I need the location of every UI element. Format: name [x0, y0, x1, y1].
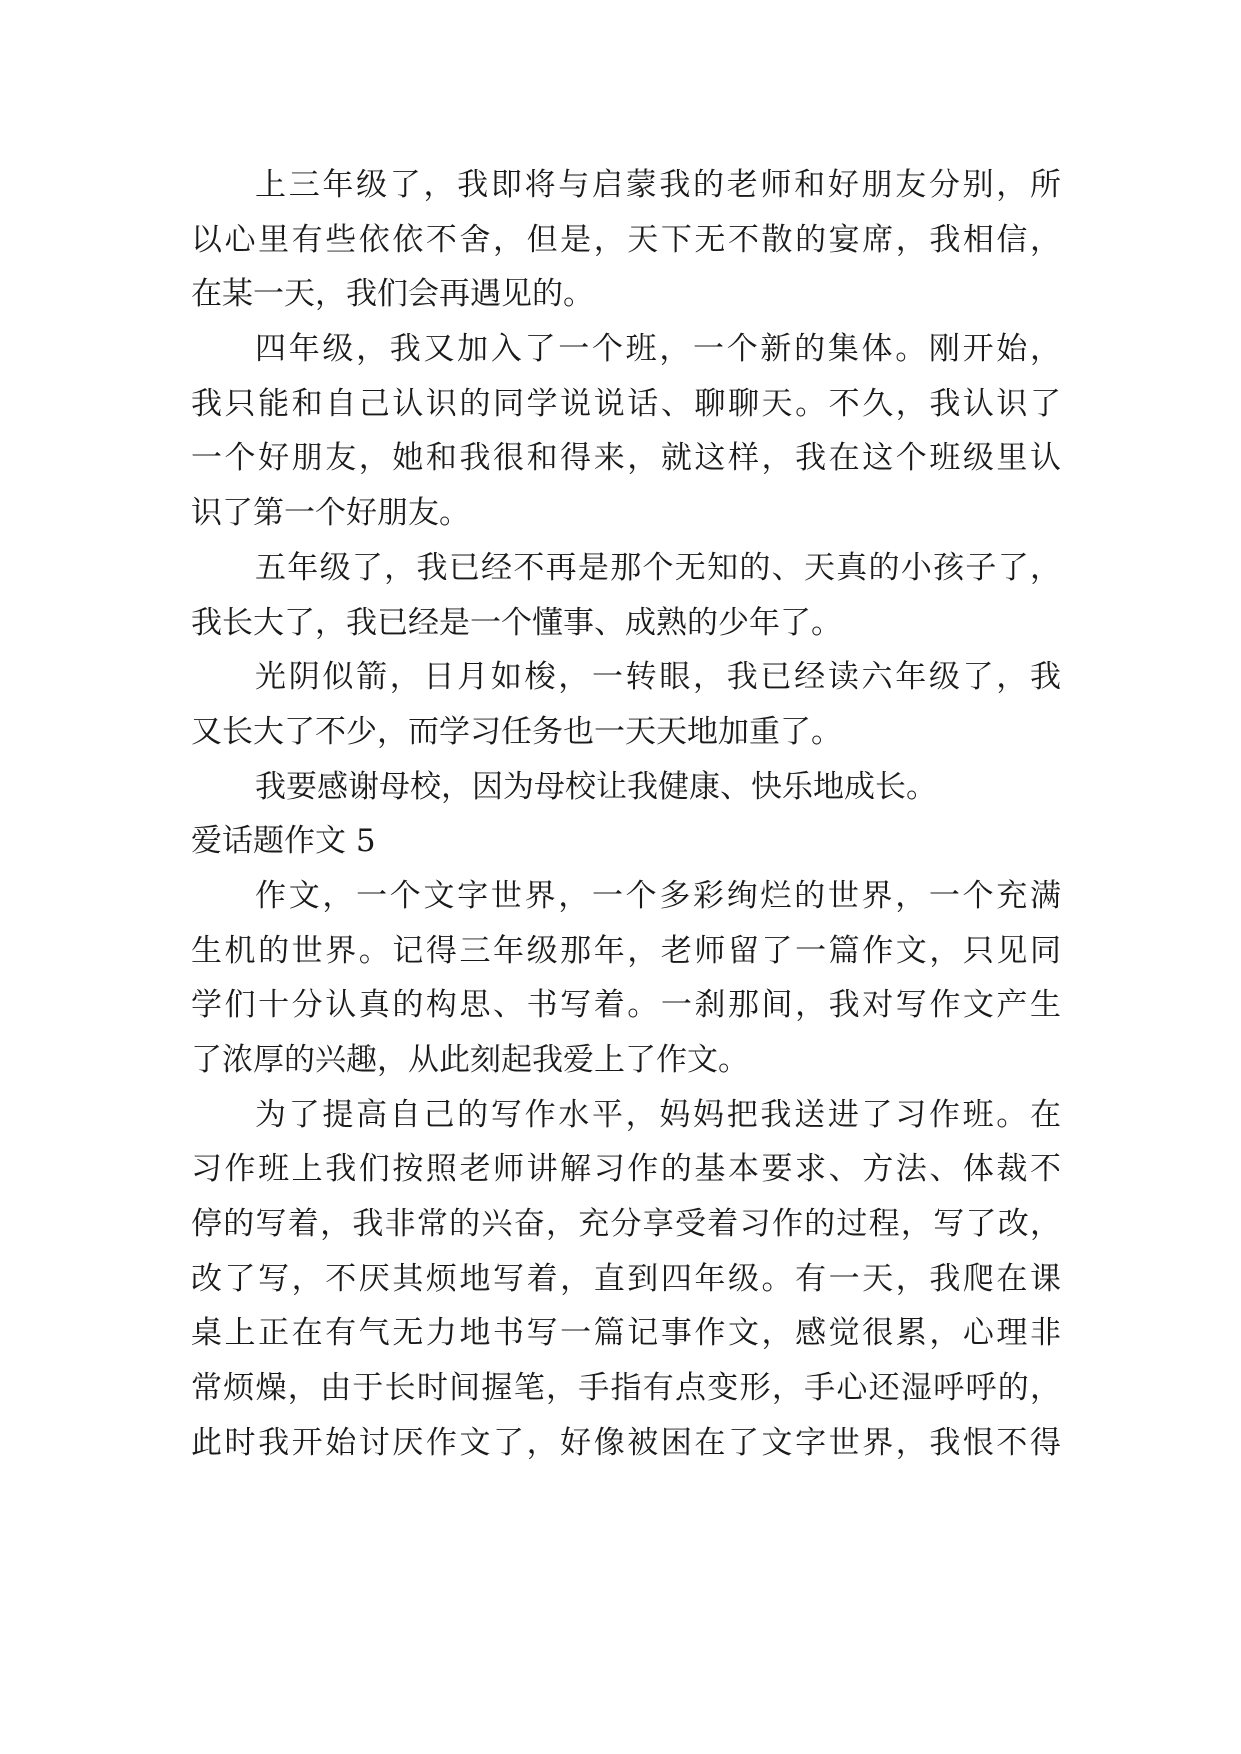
text-line: 识了第一个好朋友。 [191, 495, 470, 532]
text-line: 五年级了，我已经不再是那个无知的、天真的小孩子了， [255, 549, 1061, 586]
text-line: 一个好朋友，她和我很和得来，就这样，我在这个班级里认 [191, 440, 1061, 477]
text-line: 以心里有些依依不舍，但是，天下无不散的宴席，我相信， [191, 221, 1061, 258]
text-line: 习作班上我们按照老师讲解习作的基本要求、方法、体裁不 [191, 1151, 1061, 1188]
text-line: 学们十分认真的构思、书写着。一刹那间，我对写作文产生 [191, 987, 1061, 1024]
text-line: 作文，一个文字世界，一个多彩绚烂的世界，一个充满 [255, 877, 1061, 914]
text-line: 了浓厚的兴趣，从此刻起我爱上了作文。 [191, 1042, 749, 1078]
text-line: 我要感谢母校，因为母校让我健康、快乐地成长。 [255, 768, 937, 805]
text-line: 上三年级了，我即将与启蒙我的老师和好朋友分别，所 [255, 167, 1061, 203]
text-line: 为了提高自己的写作水平，妈妈把我送进了习作班。在 [255, 1096, 1061, 1133]
text-line: 我只能和自己认识的同学说说话、聊聊天。不久，我认识了 [191, 385, 1061, 422]
text-line: 改了写，不厌其烦地写着，直到四年级。有一天，我爬在课 [191, 1260, 1061, 1297]
text-line: 我长大了，我已经是一个懂事、成熟的少年了。 [191, 604, 842, 641]
text-line: 又长大了不少，而学习任务也一天天地加重了。 [191, 713, 842, 750]
text-line: 生机的世界。记得三年级那年，老师留了一篇作文，只见同 [191, 932, 1061, 969]
text-line: 桌上正在有气无力地书写一篇记事作文，感觉很累，心理非 [191, 1315, 1061, 1352]
text-line: 光阴似箭，日月如梭，一转眼，我已经读六年级了，我 [255, 659, 1061, 696]
text-line: 停的写着，我非常的兴奋，充分享受着习作的过程，写了改， [191, 1206, 1061, 1243]
section-title: 爱话题作文 5 [191, 823, 376, 860]
text-line: 四年级，我又加入了一个班，一个新的集体。刚开始， [255, 331, 1061, 368]
text-line: 此时我开始讨厌作文了，好像被困在了文字世界，我恨不得 [191, 1424, 1061, 1461]
document-body [191, 158, 1061, 1471]
text-line: 常烦燥，由于长时间握笔，手指有点变形，手心还湿呼呼的， [191, 1370, 1061, 1407]
text-line: 在某一天，我们会再遇见的。 [191, 276, 594, 313]
